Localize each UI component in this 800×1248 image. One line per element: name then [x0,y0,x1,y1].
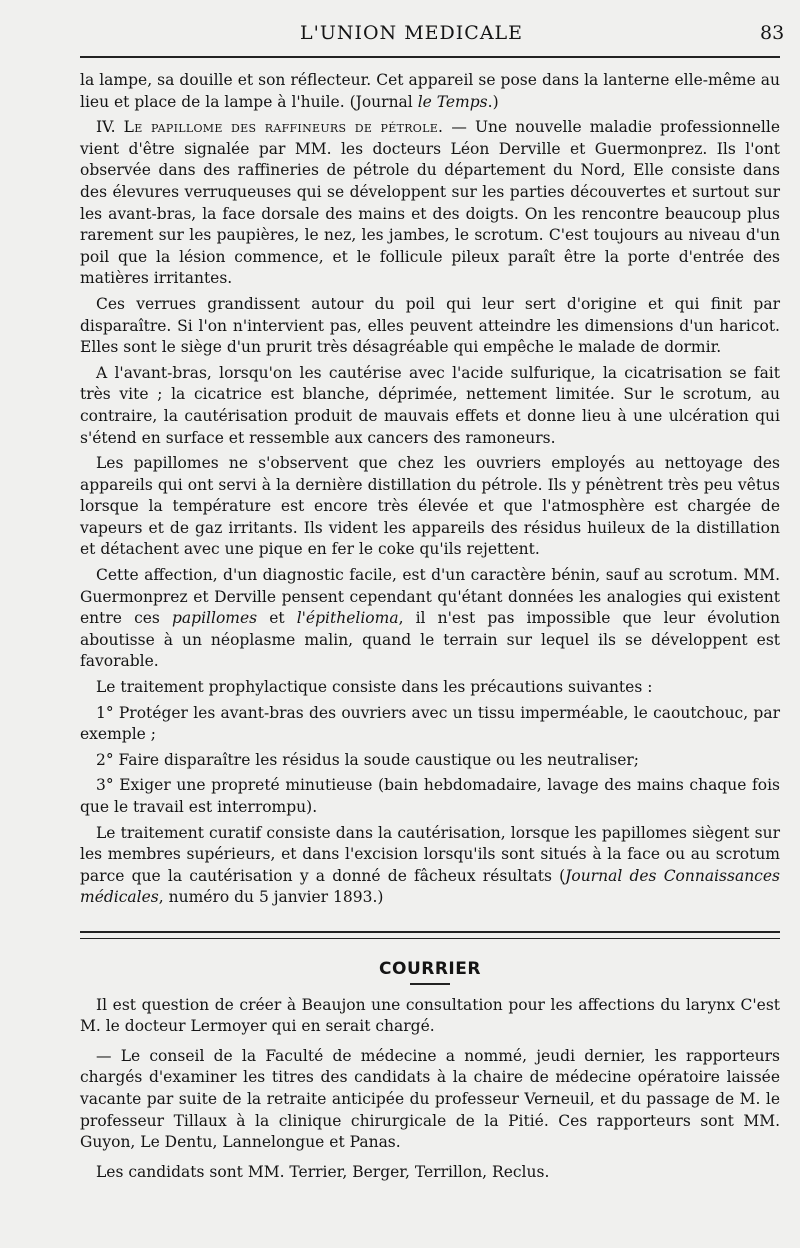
article-paragraph-3: Ces verrues grandissent autour du poil qui leur sert d'origine et qui finit par disparaître. Si l'on n'intervient pas, elles peuvent atteindre les dimensions d'un haricot. Elles sont le siège d'un prurit très désagréable qui empêche le malade de dormir. [80,294,780,357]
journal-title: L'UNION MEDICALE [300,22,524,44]
section-number: IV. [96,118,124,137]
courrier-paragraph-1: Il est question de créer à Beaujon une consultation pour les affections du larynx C'est M. le docteur Lermoyer qui en serait chargé. [80,995,780,1036]
section-divider [80,931,780,939]
page-body [80,70,780,1191]
section-heading: Le papillome des raffineurs de pétrole. [123,118,444,137]
article-paragraph-8: Le traitement curatif consiste dans la cautérisation, lorsque les papillomes siègent sur les membres supérieurs, et dans l'excision lorsqu'ils sont situés à la face ou au scrotum parce que la cautérisation y a donné de fâcheux résultats (Journal des Connaissances médicales, numéro du 5 janvier 1893.) [80,823,780,907]
running-head [0,22,800,52]
article-paragraph-2: IV. Le papillome des raffineurs de pétrole. — Une nouvelle maladie professionnelle vient d'être signalée par MM. les docteurs Léon Derville et Guermonprez. Ils l'ont observée dans des raffineries de pétrole du département du Nord, Elle consiste dans des élevures verruqueuses qui se développent sur les parties découvertes et surtout sur les avant-bras, la face dorsale des mains et des doigts. On les rencontre beaucoup plus rarement sur les paupières, le nez, les jambes, le scrotum. C'est toujours au niveau d'un poil que la lésion commence, et le follicule pileux paraît être la porte d'entrée des matières irritantes. [80,118,780,288]
article-paragraph-4: A l'avant-bras, lorsqu'on les cautérise avec l'acide sulfurique, la cicatrisation se fait très vite ; la cicatrice est blanche, déprimée, nettement limitée. Sur le scrotum, au contraire, la cautérisation produit de mauvais effets et donne lieu à une ulcération qui s'étend en surface et ressemble aux cancers des ramoneurs. [80,363,780,447]
header-rule [80,56,780,58]
article-paragraph-5: Les papillomes ne s'observent que chez les ouvriers employés au nettoyage des appareils qui ont servi à la dernière distillation du pétrole. Ils y pénètrent très peu vêtus lorsque la température est encore très élevée et que l'atmosphère est chargée de vapeurs et de gaz irritants. Ils vident les appareils des résidus huileux de la distillation et détachent avec une pique en fer le coke qu'ils rejettent. [80,454,780,559]
list-item-2: 2° Faire disparaître les résidus la soude caustique ou les neutraliser; [96,750,639,769]
list-item-3: 3° Exiger une propreté minutieuse (bain hebdomadaire, lavage des mains chaque fois que le travail est interrompu). [80,776,780,816]
list-item-1: 1° Protéger les avant-bras des ouvriers avec un tissu imperméable, le caoutchouc, par exemple ; [80,703,780,744]
article-paragraph-6: Cette affection, d'un diagnostic facile, est d'un caractère bénin, sauf au scrotum. MM. Guermonprez et Derville pensent cependant qu'étant données les analogies qui existent entre ces papillomes et l'épithelioma, il n'est pas impossible que leur évolution aboutisse à un néoplasme malin, quand le terrain sur lequel ils se développent est favorable. [80,566,780,671]
courrier-title: COURRIER [379,958,481,979]
courrier-paragraph-2: — Le conseil de la Faculté de médecine a nommé, jeudi dernier, les rapporteurs chargés d'examiner les titres des candidats à la chaire de médecine opératoire laissée vacante par suite de la retraite anticipée du professeur Verneuil, et du passage de M. le professeur Tillaux à la clinique chirurgicale de la Pitié. Ces rapporteurs sont MM. Guyon, Le Dentu, Lannelongue et Panas. [80,1046,780,1152]
courrier-section [80,995,780,1184]
title-underline [410,983,450,985]
page-number: 83 [760,22,785,44]
article-paragraph-1: la lampe, sa douille et son réflecteur. Cet appareil se pose dans la lanterne elle-même au lieu et place de la lampe à l'huile. (Journal le Temps.) [80,71,780,111]
courrier-paragraph-3: Les candidats sont MM. Terrier, Berger, Terrillon, Reclus. [96,1162,550,1181]
article-paragraph-7: Le traitement prophylactique consiste dans les précautions suivantes : [96,678,653,697]
